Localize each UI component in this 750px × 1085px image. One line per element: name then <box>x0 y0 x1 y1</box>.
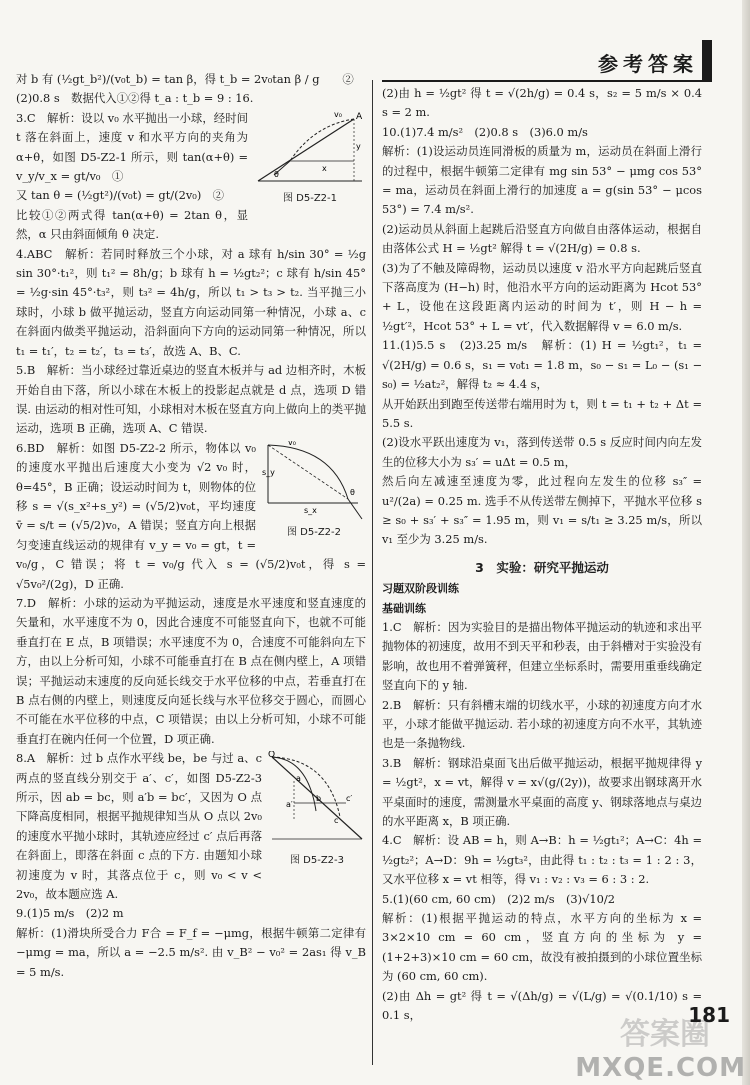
figure-d5-z2-3 <box>268 751 366 870</box>
svg-text:A: A <box>356 111 363 122</box>
page-number: 181 <box>688 1003 730 1027</box>
svg-text:b: b <box>316 794 322 804</box>
figure-d5-z2-1 <box>254 111 366 208</box>
watermark-logo: 答案圈 <box>620 1017 710 1052</box>
answer-10-part2: (2)运动员从斜面上起跳后沿竖直方向做自由落体运动，根据自由落体公式 H = ½gt² 解得 t = √(2H/g) = 0.8 s. <box>382 221 702 256</box>
svg-text:O: O <box>268 751 276 761</box>
header-bar <box>702 40 712 80</box>
page-header-title: 参考答案 <box>598 52 698 76</box>
answer-3: 3.C 解析：设以 v₀ 水平抛出一小球，经时间 t 落在斜面上，速度 v 和水平方向的夹角为 α+θ，如图 D5-Z2-1 所示，则 tan(α+θ) = v_y/v_x = gt/v₀ ① <box>16 110 248 184</box>
exp-answer-5-analysis: 解析：(1)根据平抛运动的特点，水平方向的坐标为 x = 3×2×10 cm = 60 cm，竖直方向的坐标为 y = (1+2+3)×10 cm = 60 cm，故没有被拍摄到的小球位置坐标为 (60 cm, 60 cm). <box>382 911 702 984</box>
answer-3-conclusion: 比较①②两式得 tan(α+θ) = 2tan θ，显然，α 只由斜面倾角 θ 决定. <box>16 207 248 242</box>
exp-answer-4: 4.C 解析：设 AB = h，则 A→B：h = ½gt₁²；A→C：4h = ½gt₂²；A→D：9h = ½gt₃²，由此得 t₁ : t₂ : t₃ = 1 : 2 : 3，又水平位移 x = vt 相等，得 v₁ : v₂ : v₃ = 6 : 3 : 2. <box>382 833 702 887</box>
page-edge <box>742 0 750 1085</box>
svg-text:s_y: s_y <box>262 467 275 477</box>
answer-11-part2b: 然后向左减速至速度为零，此过程向左发生的位移 s₃″ = u²/(2a) = 0.25 m. 选手不从传送带左侧掉下，平抛水平位移 s ≥ s₀ + s₃′ + s₃″ = 1.95 m，则 v₁ = s/t₁ ≥ 3.25 m/s，所以 v₁ 至少为 3.25 m/s. <box>382 474 702 547</box>
subheading-basic: 基础训练 <box>382 601 426 615</box>
exp-answer-5-part2: (2)由 Δh = gt² 得 t = √(Δh/g) = √(L/g) = √(0.1/10) s = 0.1 s， <box>382 988 702 1023</box>
exp-answer-3: 3.B 解析：钢球沿桌面飞出后做平抛运动，根据平抛规律得 y = ½gt²，x = vt，解得 v = x√(g/(2y))，故要求出钢球离开水平桌面时的速度，需测量水平桌面的高度 y、钢球落地点与桌边的水平距离 x，B 项正确. <box>382 755 702 829</box>
answer-2-part2: (2)0.8 s 数据代入①②得 t_a : t_b = 9 : 16. <box>16 91 254 106</box>
answer-10: 10.(1)7.4 m/s² (2)0.8 s (3)6.0 m/s <box>382 124 588 139</box>
answer-11-part2: (2)设水平跃出速度为 v₁，落到传送带 0.5 s 反应时间内向左发生的位移大小为 s₃′ = uΔt = 0.5 m， <box>382 435 702 469</box>
answer-9-part2: (2)由 h = ½gt² 得 t = √(2h/g) = 0.4 s，s₂ = 5 m/s × 0.4 s = 2 m. <box>382 86 702 120</box>
exp-answer-2: 2.B 解析：只有斜槽末端的切线水平，小球的初速度方向才水平，小球才能做平抛运动. 若小球的初速度方向不水平，其轨迹也是一条抛物线. <box>382 697 702 751</box>
left-column <box>16 70 366 982</box>
incline-projectile-diagram <box>268 751 366 851</box>
svg-text:a: a <box>296 774 301 784</box>
svg-text:c: c <box>334 816 339 826</box>
header-rule <box>382 80 712 82</box>
section-title: 3 实验：研究平抛运动 <box>475 559 609 575</box>
subheading-training: 习题双阶段训练 <box>382 582 459 596</box>
svg-text:c′: c′ <box>346 794 353 804</box>
column-divider <box>372 80 373 1065</box>
answer-11-time: 从开始跃出到跑至传送带右端用时为 t，则 t = t₁ + t₂ + Δt = 5.5 s. <box>382 396 702 430</box>
svg-text:y: y <box>356 141 361 151</box>
figure-d5-z2-2 <box>262 441 366 542</box>
answer-10-part1: 解析：(1)设运动员连同滑板的质量为 m，运动员在斜面上滑行的过程中，根据牛顿第二定律有 mg sin 53° − μmg cos 53° = ma，运动员在斜面上滑行的加速度 a = g(sin 53° − μcos 53°) = 7.4 m/s². <box>382 144 702 217</box>
svg-text:θ: θ <box>274 169 279 179</box>
answer-11: 11.(1)5.5 s (2)3.25 m/s 解析：(1) H = ½gt₁²，t₁ = √(2H/g) = 0.6 s，s₁ = v₀t₁ = 1.8 m，s₀ − s₁ = L₀ − (s₁ − s₀) = ½at₂²，解得 t₂ ≈ 4.4 s， <box>382 338 702 392</box>
figure-caption: 图 D5-Z2-1 <box>282 192 338 204</box>
answer-4: 4.ABC 解析：若同时释放三个小球，对 a 球有 h/sin 30° = ½g sin 30°·t₁²，则 t₁² = 8h/g；b 球有 h = ½gt₂²；c 球有 h/sin 45° = ½g·sin 45°·t₃²，则 t₃² = 4h/g，所以 t₁ > t₃ > t₂. 当平抛三小球时，小球 b 做平抛运动，竖直方向运动同第一种情况，小球 a、c 在斜面内做类平抛运动，沿斜面向下方向的运动同第一种情况，所以 t₁ = t₁′，t₂ = t₂′，t₃ = t₃′，故选 A、B、C. <box>16 246 366 358</box>
svg-text:s_x: s_x <box>304 505 317 515</box>
incline-diagram <box>254 111 366 189</box>
answer-9: 9.(1)5 m/s (2)2 m <box>16 906 124 921</box>
svg-text:v₀: v₀ <box>288 440 296 447</box>
answer-3-eq2: 又 tan θ = (½gt²)/(v₀t) = gt/(2v₀) ② <box>16 188 225 203</box>
svg-text:v₀: v₀ <box>334 110 342 119</box>
svg-text:x: x <box>322 163 327 173</box>
projectile-diagram <box>262 441 366 523</box>
svg-text:a′: a′ <box>286 800 293 810</box>
exp-answer-5: 5.(1)(60 cm, 60 cm) (2)2 m/s (3)√10/2 <box>382 891 615 906</box>
answer-6: 6.BD 解析：如图 D5-Z2-2 所示，物体以 v₀ 的速度水平抛出后速度大小变为 √2 v₀ 时，θ=45°，B 正确；设运动时间为 t，则物体的位移 s = √(s_x²+s_y²) = (√5/2)v₀t，平均速度 v̄ = s/t = (√5/2)v₀，A 错误；竖直方向上根据匀变速直线运动的规律有 v_y = v₀ = gt，t = v₀/g，C 错误；将 t = v₀/g 代入 s = (√5/2)v₀t，得 s = √5v₀²/(2g)，D 正确. <box>16 440 366 591</box>
figure-caption: 图 D5-Z2-2 <box>286 526 342 538</box>
exp-answer-1: 1.C 解析：因为实验目的是描出物体平抛运动的轨迹和求出平抛物体的初速度，故用不到天平和秒表，由于斜槽对于实验没有影响，故也用不着弹簧秤，但建立坐标系时，需要用重垂线确定竖直向下的 y 轴. <box>382 619 702 693</box>
answer-5: 5.B 解析：当小球经过靠近桌边的竖直木板并与 ad 边相齐时，木板开始自由下落，所以小球在木板上的投影起点就是 d 点，选项 D 错误. 由运动的相对性可知，小球相对木板在竖直方向上做向上的类平抛运动，选项 B 正确，选项 A、C 错误. <box>16 363 366 436</box>
svg-text:θ: θ <box>350 487 355 497</box>
right-column <box>382 84 702 1026</box>
answer-10-part3: (3)为了不触及障碍物，运动员以速度 v 沿水平方向起跳后竖直下落高度为 (H−h) 时，他沿水平方向的运动距离为 Hcot 53° + L，设他在这段距离内运动的时间为 t′，则 H − h = ½gt′²，Hcot 53° + L = vt′，代入数据解得 v = 6.0 m/s. <box>382 260 702 333</box>
answer-7: 7.D 解析：小球的运动为平抛运动，速度是水平速度和竖直速度的矢量和，水平速度不为 0，因此合速度不可能竖直向下，也就不可能垂直打在 E 点，B 项错误；水平速度不为 0，合速度不可能斜向左下方，由以上分析可知，小球不可能垂直打在 B 点在侧内壁上，A 项错误；平抛运动末速度的反向延长线交于水平位移的中点，若垂直打在 B 点右侧的内壁上，则速度反向延长线与水平位移交于圆心，而圆心不可能在水平位移的中点，C 项错误；由以上分析可知，小球不可能垂直打在碗内任何一个位置，D 项正确. <box>16 595 366 746</box>
watermark-text: MXQE.COM <box>575 1053 746 1083</box>
figure-caption: 图 D5-Z2-3 <box>289 855 345 867</box>
answer-8: 8.A 解析：过 b 点作水平线 be，be 与过 a、c 两点的竖直线分别交于 a′、c′，如图 D5-Z2-3 所示，因 ab = bc，则 a′b = bc′，又因为 O 点下降高度相同，根据平抛规律知当从 O 点以 2v₀ 的速度水平抛小球时，其轨迹应经过 c′ 点后再落在斜面上，即落在斜面 c 点的下方. 由题知小球初速度为 v 时，其落点位于 c，则 v₀ < v < 2v₀，故本题应选 A. <box>16 751 262 902</box>
answer-9-analysis: 解析：(1)滑块所受合力 F合 = F_f = −μmg，根据牛顿第二定律有 −μmg = ma，所以 a = −2.5 m/s². 由 v_B² − v₀² = 2as₁ 得 v_B = 5 m/s. <box>16 925 366 979</box>
answer-2b: 对 b 有 (½gt_b²)/(v₀t_b) = tan β，得 t_b = 2v₀tan β / g ② <box>16 72 354 86</box>
